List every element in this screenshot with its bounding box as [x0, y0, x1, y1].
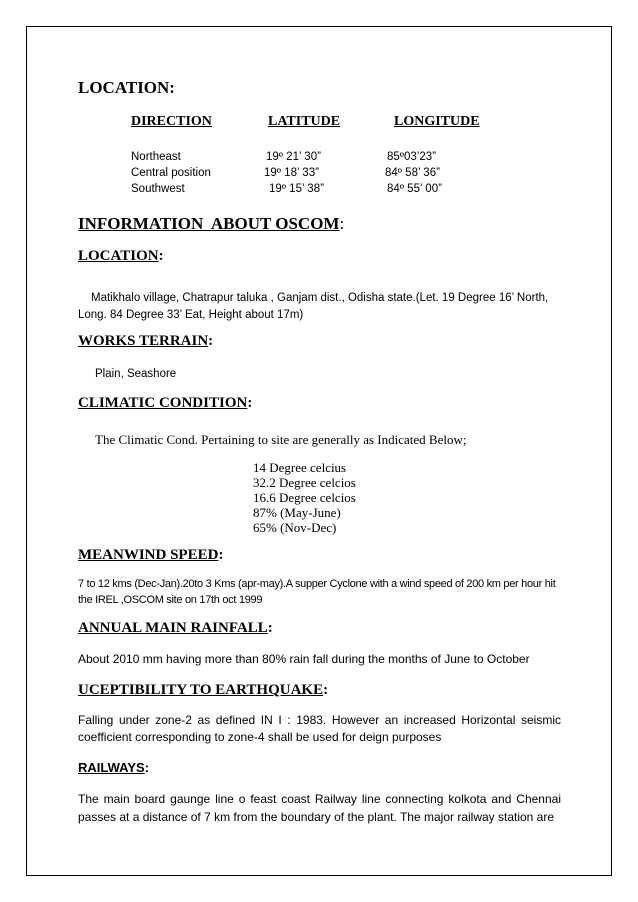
location-heading: LOCATION: — [78, 78, 175, 97]
table-cell: Central position — [131, 167, 211, 179]
location-section-heading-text: LOCATION — [78, 248, 159, 264]
table-cell: 85º03’23” — [387, 151, 436, 163]
heading-colon: : — [323, 682, 329, 698]
climatic-value: 65% (Nov-Dec) — [253, 520, 337, 535]
table-cell: Southwest — [131, 183, 185, 195]
railways-heading-text: RAILWAYS — [78, 760, 145, 775]
works-terrain-heading — [78, 333, 213, 350]
works-terrain-text: Plain, Seashore — [95, 368, 177, 380]
climatic-value: 87% (May-June) — [253, 505, 341, 520]
works-terrain-heading-text: WORKS TERRAIN — [78, 333, 209, 349]
climatic-intro: The Climatic Cond. Pertaining to site are generally as Indicated Below; — [95, 432, 467, 447]
meanwind-speed-heading — [78, 547, 223, 564]
railways-heading — [78, 760, 149, 775]
climatic-value: 14 Degree celcius — [253, 460, 347, 475]
earthquake-heading — [78, 682, 328, 699]
climatic-value: 16.6 Degree celcios — [253, 490, 356, 505]
info-heading-text: INFORMATION ABOUT OSCOM — [78, 214, 340, 233]
info-heading — [78, 214, 344, 234]
climatic-value: 32.2 Degree celcios — [253, 475, 356, 490]
column-header-direction: DIRECTION — [131, 114, 212, 129]
climatic-condition-heading-text: CLIMATIC CONDITION — [78, 395, 248, 411]
annual-rainfall-heading — [78, 620, 273, 637]
railways-text: The main board gaunge line o feast coast Railway line connecting kolkota and Chennai passes at a distance of 7 km from the boundary of the plant. The major railway station are — [78, 792, 561, 824]
heading-colon: : — [218, 547, 224, 563]
heading-colon: : — [267, 620, 273, 636]
earthquake-heading-text: UCEPTIBILITY TO EARTHQUAKE — [78, 682, 324, 698]
location-section-heading — [78, 248, 164, 265]
annual-rainfall-text: About 2010 mm having more than 80% rain fall during the months of June to October — [78, 652, 530, 666]
earthquake-text: Falling under zone-2 as defined IN I : 1983. However an increased Horizontal seismic coefficient corresponding to zone-4 shall be used for deign purposes — [78, 713, 561, 744]
location-text: Matikhalo village, Chatrapur taluka , Ganjam dist., Odisha state.(Let. 19 Degree 16’ North, Long. 84 Degree 33’ Eat, Height about 17m) — [78, 292, 549, 321]
climatic-condition-heading — [78, 395, 252, 412]
column-header-latitude: LATITUDE — [268, 114, 341, 129]
table-cell: 19º 18’ 33” — [264, 167, 319, 179]
table-cell: 19º 21’ 30” — [266, 151, 321, 163]
heading-colon: : — [208, 333, 214, 349]
table-cell: 84º 55’ 00” — [387, 183, 442, 195]
heading-colon: : — [144, 760, 150, 775]
heading-colon: : — [247, 395, 253, 411]
column-header-longitude: LONGITUDE — [394, 114, 480, 129]
table-cell: 19º 15’ 38” — [269, 183, 324, 195]
table-cell: 84º 58’ 36” — [385, 167, 440, 179]
meanwind-speed-text: 7 to 12 kms (Dec-Jan).20to 3 Kms (apr-may).A supper Cyclone with a wind speed of 200 km per hour hit the IREL ,OSCOM site on 17th oct 1999 — [78, 578, 556, 606]
annual-rainfall-heading-text: ANNUAL MAIN RAINFALL — [78, 620, 268, 636]
table-cell: Northeast — [131, 151, 181, 163]
info-heading-colon: : — [339, 214, 345, 233]
meanwind-speed-heading-text: MEANWIND SPEED — [78, 547, 219, 563]
heading-colon: : — [158, 248, 164, 264]
